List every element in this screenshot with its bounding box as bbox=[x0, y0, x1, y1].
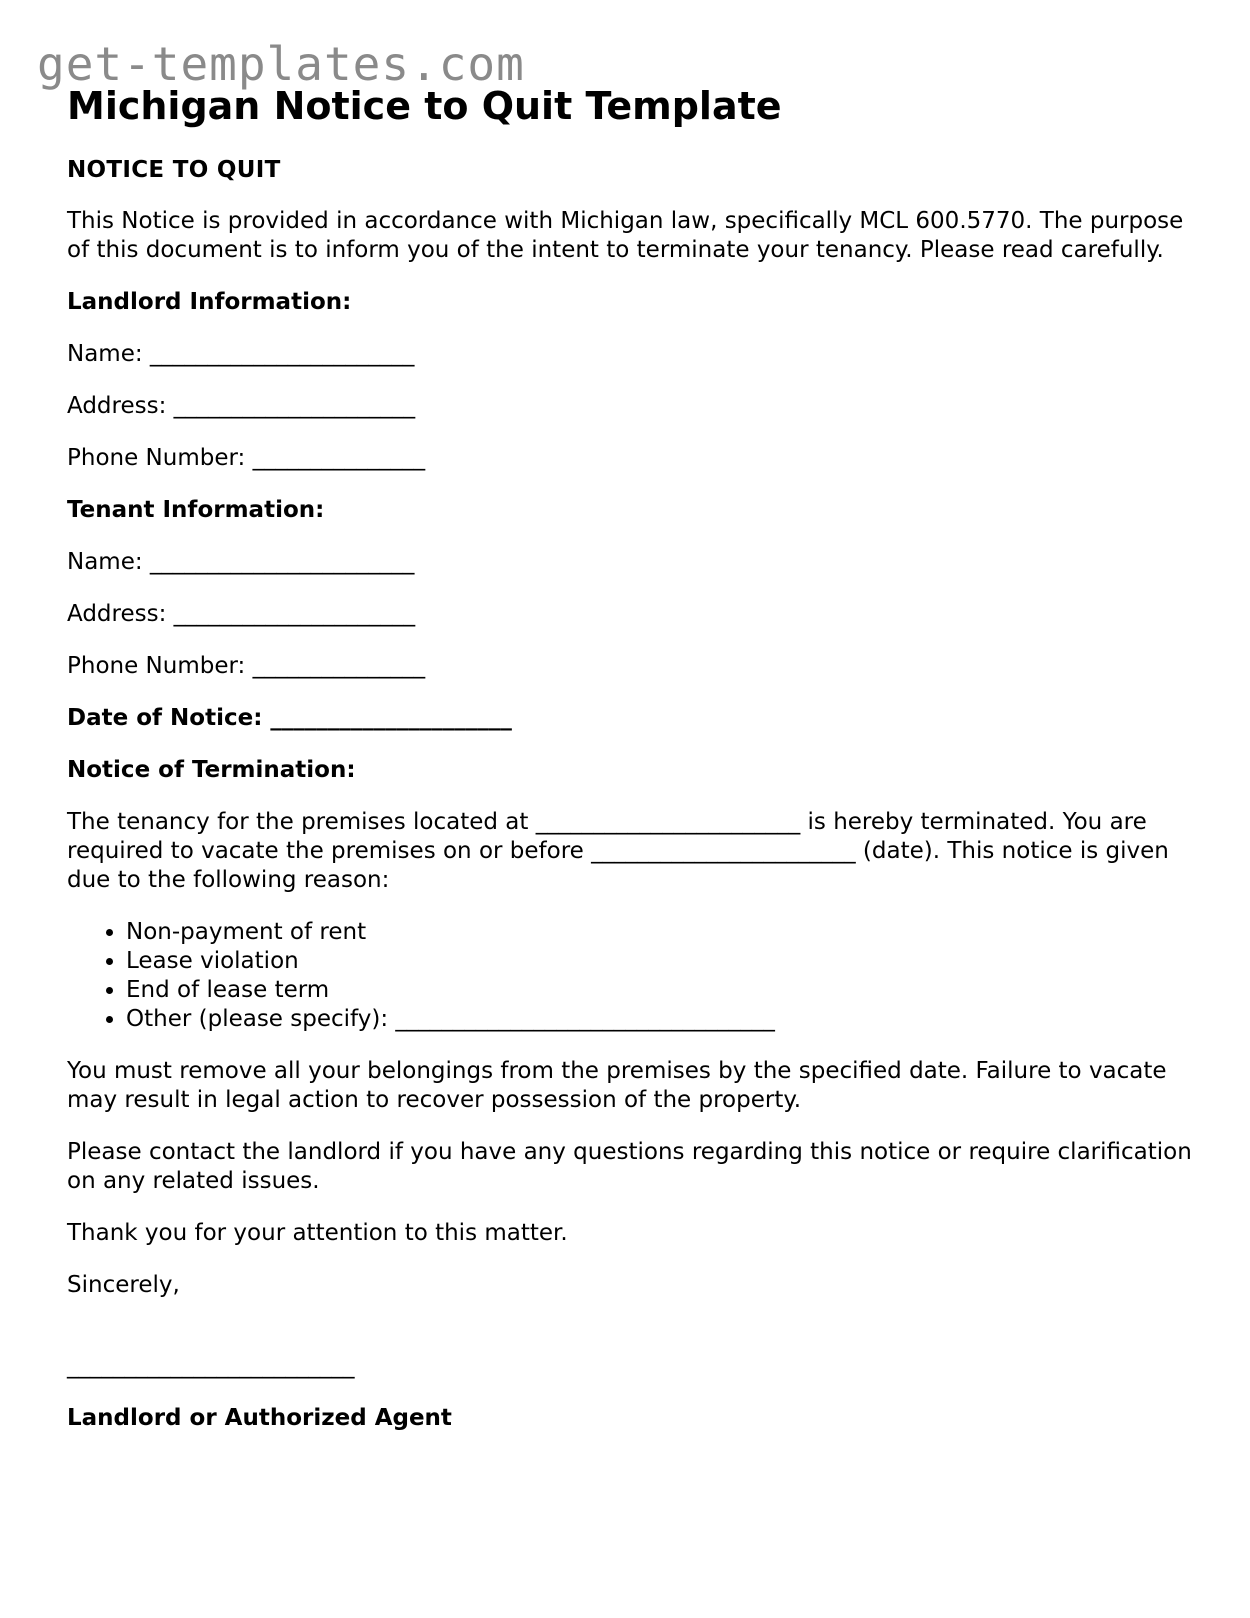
tenant-name-field: Name: _______________________ bbox=[67, 549, 415, 575]
watermark: get-templates.com bbox=[37, 37, 525, 91]
signature-line: _________________________ bbox=[67, 1353, 355, 1379]
termination-paragraph: The tenancy for the premises located at _______________________ is hereby terminated. You are required to vacate the premises on or before _______________________ (date). This notice is given due to the following reason: bbox=[67, 809, 1169, 893]
tenant-address-field: Address: _____________________ bbox=[67, 601, 416, 627]
landlord-heading: Landlord Information: bbox=[67, 289, 352, 315]
document-body bbox=[67, 84, 1197, 1433]
remove-belongings-paragraph: You must remove all your belongings from the premises by the specified date. Failure to vacate may result in legal action to recover possession of the property. bbox=[67, 1058, 1167, 1113]
reason-item: • Other (please specify): _________________________________ bbox=[126, 1005, 1197, 1034]
signer-label: Landlord or Authorized Agent bbox=[67, 1405, 452, 1431]
intro-paragraph: This Notice is provided in accordance with Michigan law, specifically MCL 600.5770. The purpose of this document is to inform you of the intent to terminate your tenancy. Please read carefully. bbox=[67, 208, 1184, 263]
termination-heading: Notice of Termination: bbox=[67, 757, 356, 783]
reason-item: • Non-payment of rent bbox=[126, 918, 1197, 947]
tenant-phone-field: Phone Number: _______________ bbox=[67, 653, 426, 679]
closing: Sincerely, bbox=[67, 1272, 180, 1298]
contact-paragraph: Please contact the landlord if you have any questions regarding this notice or require clarification on any related issues. bbox=[67, 1139, 1192, 1194]
notice-heading: NOTICE TO QUIT bbox=[67, 157, 281, 183]
reason-item: • End of lease term bbox=[126, 976, 1197, 1005]
reason-list bbox=[67, 918, 1197, 1034]
tenant-heading: Tenant Information: bbox=[67, 497, 325, 523]
document-title: Michigan Notice to Quit Template bbox=[67, 84, 782, 128]
landlord-name-field: Name: _______________________ bbox=[67, 341, 415, 367]
date-of-notice-field: Date of Notice: _____________________ bbox=[67, 705, 512, 731]
landlord-phone-field: Phone Number: _______________ bbox=[67, 445, 426, 471]
thanks-paragraph: Thank you for your attention to this matter. bbox=[67, 1220, 568, 1246]
reason-item: • Lease violation bbox=[126, 947, 1197, 976]
landlord-address-field: Address: _____________________ bbox=[67, 393, 416, 419]
